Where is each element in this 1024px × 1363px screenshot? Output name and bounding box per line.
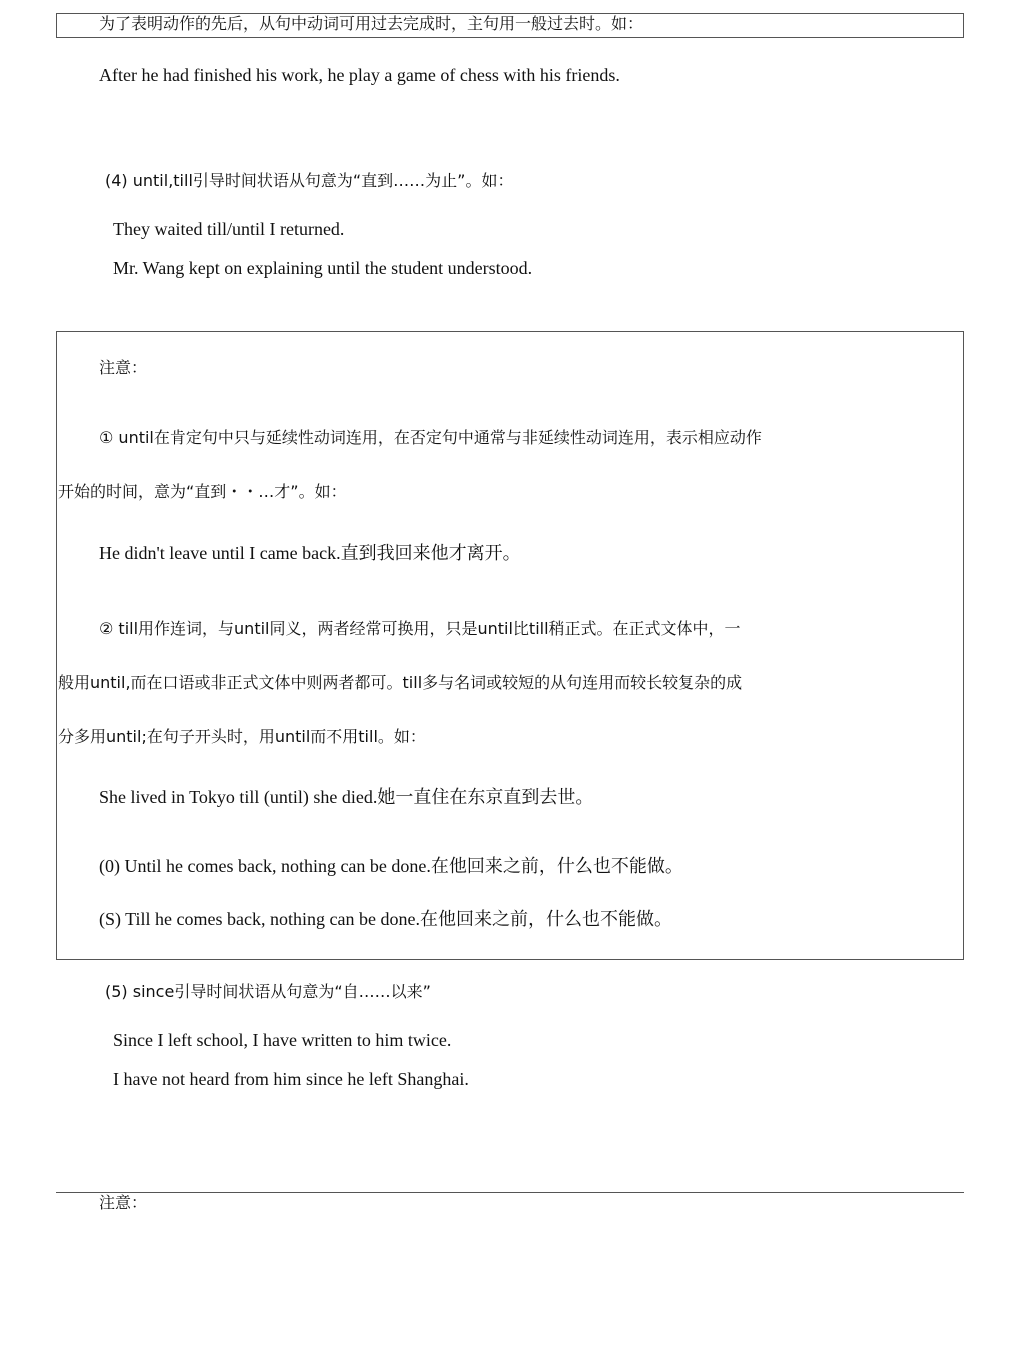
section5-example-1: Since I left school, I have written to him twice. — [113, 1030, 452, 1050]
note-point1-line1: ① until在肯定句中只与延续性动词连用，在否定句中通常与非延续性动词连用，表示相应动作 — [99, 428, 762, 447]
section4-example-1: They waited till/until I returned. — [113, 219, 345, 239]
note-point2-line3: 分多用until;在句子开头时，用until而不用till。如： — [58, 727, 426, 746]
note-point1-example: He didn't leave until I came back.直到我回来他才离开。 — [99, 543, 521, 563]
top-note-text: 为了表明动作的先后，从句中动词可用过去完成时，主句用一般过去时。如： — [99, 14, 644, 33]
bottom-note-title: 注意： — [99, 1193, 148, 1212]
note-point2-example: She lived in Tokyo till (until) she died.她一直住在东京直到去世。 — [99, 787, 594, 807]
note-example-s: (S) Till he comes back, nothing can be done.在他回来之前，什么也不能做。 — [99, 909, 672, 929]
section5-heading: (5) since引导时间状语从句意为“自……以来” — [105, 982, 431, 1001]
note-point2-line1: ② till用作连词，与until同义，两者经常可换用，只是until比till稍正式。在正式文体中，一 — [99, 619, 741, 638]
bottom-divider — [56, 1192, 964, 1193]
note-example-o: (0) Until he comes back, nothing can be done.在他回来之前，什么也不能做。 — [99, 856, 683, 876]
example-after: After he had finished his work, he play a game of chess with his friends. — [99, 65, 620, 85]
section5-example-2: I have not heard from him since he left Shanghai. — [113, 1069, 469, 1089]
note-point1-line2: 开始的时间，意为“直到・・…才”。如： — [58, 482, 347, 501]
section4-heading: (4) until,till引导时间状语从句意为“直到……为止”。如： — [105, 171, 514, 190]
note-title: 注意： — [99, 358, 148, 377]
note-point2-line2: 般用until,而在口语或非正式文体中则两者都可。till多与名词或较短的从句连用而较长较复杂的成 — [58, 673, 743, 692]
section4-example-2: Mr. Wang kept on explaining until the student understood. — [113, 258, 533, 278]
